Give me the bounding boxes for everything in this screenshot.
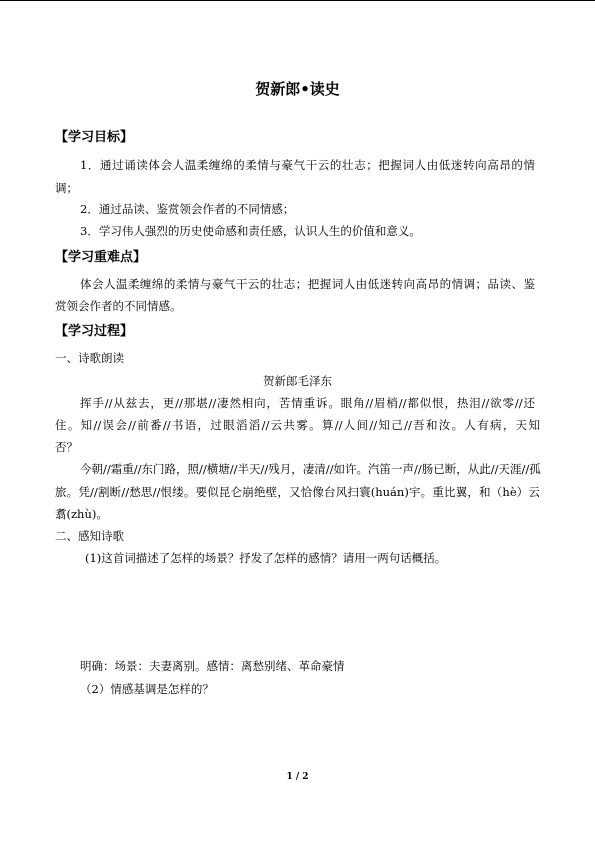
part-1-heading: 一、诗歌朗读 — [55, 351, 124, 365]
poem-stanza-2-line-1: 今朝//霜重//东门路，照//横塘//半天//残月，凄清//如许。汽笛一声//肠已断，从此//天涯//孤 — [80, 462, 541, 476]
answer-1: 明确：场景：夫妻离别。感情：离愁别绪、革命豪情 — [80, 659, 345, 673]
poem-stanza-2-line-2: 旅。凭//割断//愁思//恨缕。要似昆仑崩绝壁，又恰像台风扫寰(huán)宇。重比翼，和（hè）云 — [55, 485, 540, 499]
page-number: 1 / 2 — [286, 772, 309, 782]
section-heading-goals: 【学习目标】 — [55, 130, 134, 145]
poem-stanza-1-line-2: 住。知//误会//前番//书语，过眼滔滔//云共雾。算//人间//知己//吾和汝。人有病，天知 — [55, 418, 540, 432]
section-heading-process: 【学习过程】 — [55, 324, 134, 339]
poem-stanza-1-line-3: 否？ — [55, 440, 78, 454]
header-rule — [0, 0, 595, 1]
poem-stanza-2-line-3: 翥(zhù)。 — [55, 507, 108, 521]
question-2: （2）情感基调是怎样的？ — [80, 682, 214, 696]
goal-2: 2．通过品读、鉴赏领会作者的不同情感； — [80, 202, 295, 216]
poem-title: 贺新郎毛泽东 — [263, 374, 332, 388]
keypoints-line-2: 赏领会作者的不同情感。 — [55, 299, 182, 313]
page-title: 贺新郎•读史 — [255, 80, 340, 98]
goal-1-line-1: 1．通过诵读体会人温柔缠绵的柔情与豪气干云的壮志；把握词人由低迷转向高昂的情 — [80, 158, 535, 172]
goal-3: 3．学习伟人强烈的历史使命感和责任感，认识人生的价值和意义。 — [80, 224, 421, 238]
question-1: (1)这首词描述了怎样的场景？抒发了怎样的感情？请用一两句话概括。 — [85, 551, 447, 565]
keypoints-line-1: 体会人温柔缠绵的柔情与豪气干云的壮志；把握词人由低迷转向高昂的情调；品读、鉴 — [80, 277, 535, 291]
poem-stanza-1-line-1: 挥手//从兹去，更//那堪//凄然相向，苦情重诉。眼角//眉梢//都似恨，热泪//欲零//还 — [80, 396, 535, 410]
section-heading-keypoints: 【学习重难点】 — [55, 250, 147, 265]
part-2-heading: 二、感知诗歌 — [55, 529, 124, 543]
goal-1-line-2: 调； — [55, 181, 78, 195]
